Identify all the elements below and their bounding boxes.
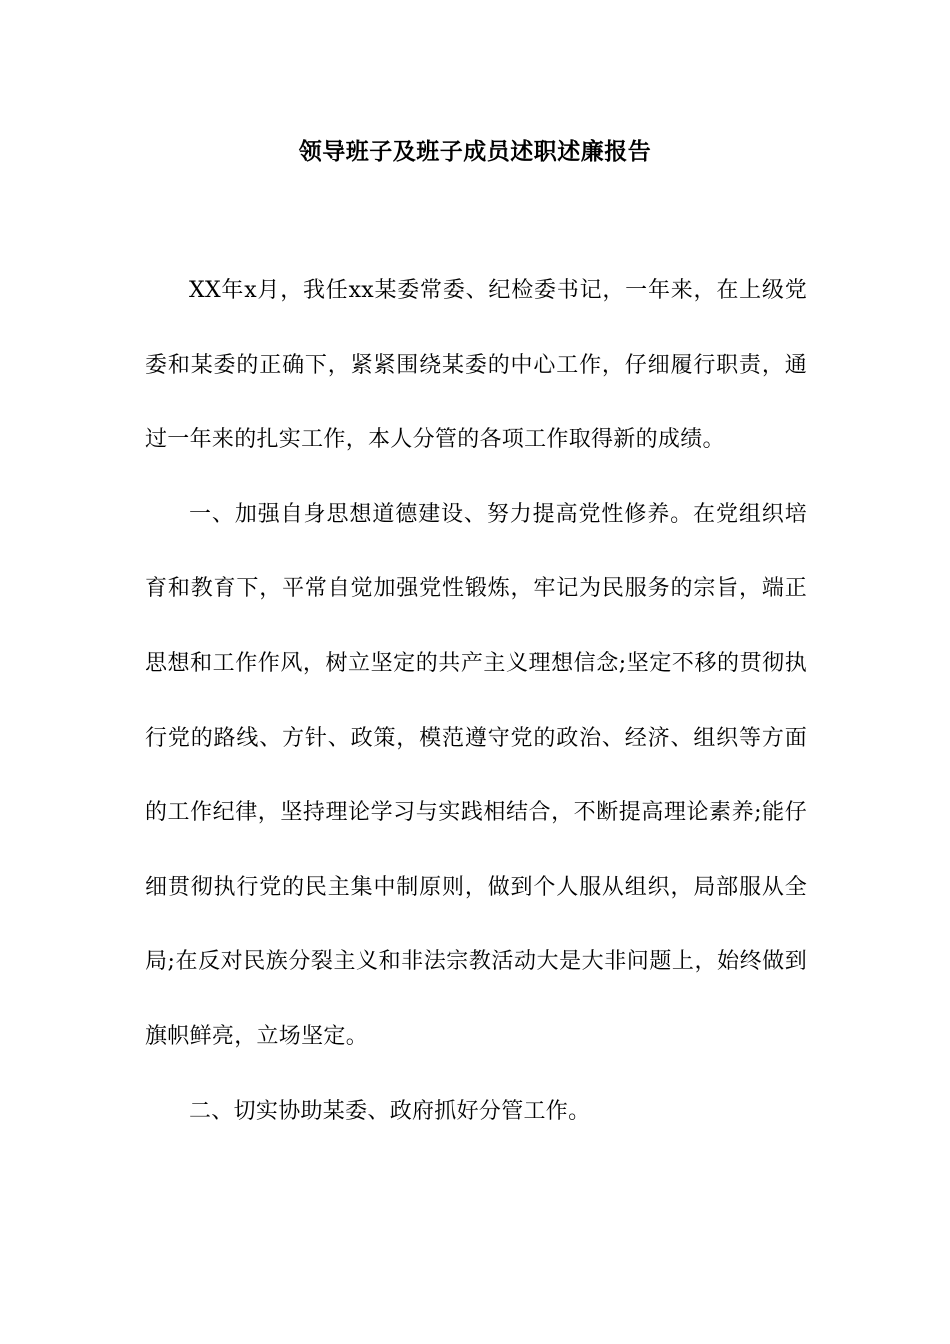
document-body [145,254,807,1149]
document-title: 领导班子及班子成员述职述廉报告 [298,138,652,165]
paragraph-intro: XX年x月，我任xx某委常委、纪检委书记，一年来，在上级党委和某委的正确下，紧紧围绕某委的中心工作，仔细履行职责，通过一年来的扎实工作，本人分管的各项工作取得新的成绩。 [145,278,807,453]
paragraph-section-2: 二、切实协助某委、政府抓好分管工作。 [189,1098,591,1124]
paragraph-section-1: 一、加强自身思想道德建设、努力提高党性修养。在党组织培育和教育下，平常自觉加强党性锻炼，牢记为民服务的宗旨，端正思想和工作作风，树立坚定的共产主义理想信念;坚定不移的贯彻执行党的路线、方针、政策，模范遵守党的政治、经济、组织等方面的工作纪律，坚持理论学习与实践相结合，不断提高理论素养;能仔细贯彻执行党的民主集中制原则，做到个人服从组织，局部服从全局;在反对民族分裂主义和非法宗教活动大是大非问题上，始终做到旗帜鲜亮，立场坚定。 [145,501,807,1049]
